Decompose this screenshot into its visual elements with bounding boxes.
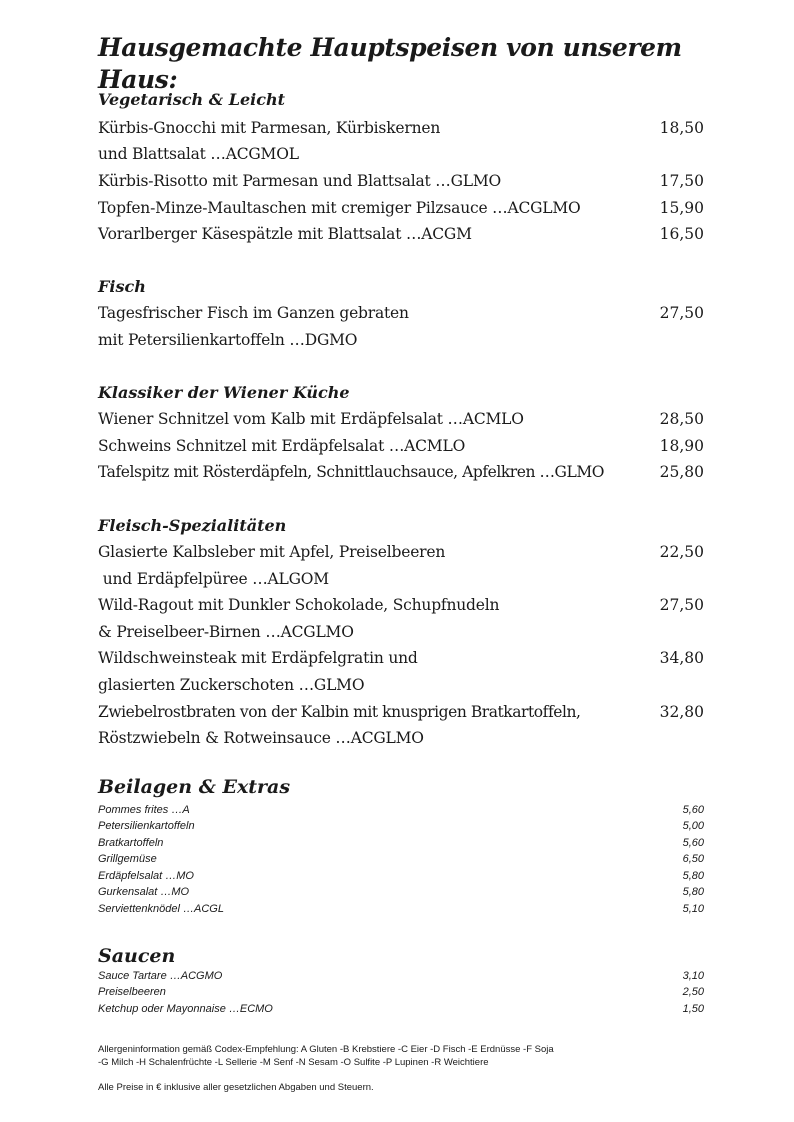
tax-note: Alle Preise in € inklusive aller gesetzlichen Abgaben und Steuern. — [98, 1082, 374, 1093]
side-name: Pommes frites …A — [98, 804, 190, 816]
dish-price: 16,50 — [659, 225, 704, 243]
dish-price: 28,50 — [659, 410, 704, 428]
menu-row — [98, 539, 704, 565]
dish-price: 34,80 — [659, 649, 704, 667]
dish-price: 15,90 — [659, 199, 704, 217]
side-price: 5,80 — [682, 870, 704, 882]
side-row — [98, 851, 704, 867]
dish-name: Wiener Schnitzel vom Kalb mit Erdäpfelsalat …ACMLO — [98, 410, 524, 428]
dish-name: Wildschweinsteak mit Erdäpfelgratin und — [98, 649, 418, 667]
dish-price: 32,80 — [659, 703, 704, 721]
dish-name: mit Petersilienkartoffeln …DGMO — [98, 331, 358, 349]
menu-row — [98, 141, 704, 167]
menu-row — [98, 566, 704, 592]
dish-name: Tagesfrischer Fisch im Ganzen gebraten — [98, 304, 409, 322]
dish-price: 27,50 — [659, 304, 704, 322]
sauce-name: Ketchup oder Mayonnaise …ECMO — [98, 1003, 273, 1015]
side-price: 5,60 — [682, 804, 704, 816]
sauce-name: Preiselbeeren — [98, 986, 166, 998]
menu-row — [98, 327, 704, 353]
menu-row — [98, 459, 704, 485]
side-row — [98, 818, 704, 834]
side-name: Petersilienkartoffeln — [98, 820, 195, 832]
allergen-info-line-1: Allergeninformation gemäß Codex-Empfehlung: A Gluten -B Krebstiere -C Eier -D Fisch -E Erdnüsse -F Soja — [98, 1044, 554, 1055]
side-price: 5,00 — [682, 820, 704, 832]
side-name: Grillgemüse — [98, 853, 157, 865]
dish-name: Tafelspitz mit Rösterdäpfeln, Schnittlauchsauce, Apfelkren …GLMO — [98, 463, 604, 481]
menu-row — [98, 592, 704, 618]
dish-name: & Preiselbeer-Birnen …ACGLMO — [98, 623, 354, 641]
side-row — [98, 802, 704, 818]
side-row — [98, 901, 704, 917]
menu-row — [98, 672, 704, 698]
page-title: Hausgemachte Hauptspeisen von unserem Haus: — [98, 33, 682, 94]
sauce-row — [98, 984, 704, 1000]
dish-name: Röstzwiebeln & Rotweinsauce …ACGLMO — [98, 729, 424, 747]
menu-row — [98, 699, 704, 725]
dish-name: Glasierte Kalbsleber mit Apfel, Preiselbeeren — [98, 543, 446, 561]
side-row — [98, 835, 704, 851]
menu-row — [98, 619, 704, 645]
sauce-row — [98, 1001, 704, 1017]
side-row — [98, 868, 704, 884]
dish-price: 22,50 — [659, 543, 704, 561]
dish-name: Kürbis-Gnocchi mit Parmesan, Kürbiskernen — [98, 119, 441, 137]
dish-price: 18,50 — [659, 119, 704, 137]
side-name: Gurkensalat …MO — [98, 886, 190, 898]
menu-row — [98, 725, 704, 751]
dish-name: Topfen-Minze-Maultaschen mit cremiger Pilzsauce …ACGLMO — [98, 199, 581, 217]
dish-name: Kürbis-Risotto mit Parmesan und Blattsalat …GLMO — [98, 172, 502, 190]
dish-price: 27,50 — [659, 596, 704, 614]
side-row — [98, 884, 704, 900]
dish-name: und Erdäpfelpüree …ALGOM — [98, 570, 329, 588]
sauce-row — [98, 968, 704, 984]
menu-row — [98, 115, 704, 141]
dish-price: 18,90 — [659, 437, 704, 455]
side-price: 5,80 — [682, 886, 704, 898]
menu-row — [98, 221, 704, 247]
menu-row — [98, 168, 704, 194]
side-price: 5,10 — [682, 903, 704, 915]
dish-price: 17,50 — [659, 172, 704, 190]
dish-name: Vorarlberger Käsespätzle mit Blattsalat …ACGM — [98, 225, 472, 243]
side-price: 5,60 — [682, 837, 704, 849]
sauce-price: 2,50 — [682, 986, 704, 998]
sauce-name: Sauce Tartare …ACGMO — [98, 970, 223, 982]
section-heading-saucen: Saucen — [98, 945, 176, 967]
section-heading-fisch: Fisch — [98, 277, 146, 296]
section-heading-fleisch: Fleisch-Spezialitäten — [98, 516, 287, 535]
menu-row — [98, 645, 704, 671]
menu-row — [98, 195, 704, 221]
section-heading-vegetarisch: Vegetarisch & Leicht — [98, 90, 285, 109]
dish-name: Zwiebelrostbraten von der Kalbin mit knusprigen Bratkartoffeln, — [98, 703, 581, 721]
menu-row — [98, 406, 704, 432]
side-price: 6,50 — [682, 853, 704, 865]
menu-row — [98, 300, 704, 326]
dish-name: Wild-Ragout mit Dunkler Schokolade, Schupfnudeln — [98, 596, 500, 614]
sauce-price: 3,10 — [682, 970, 704, 982]
dish-name: glasierten Zuckerschoten …GLMO — [98, 676, 365, 694]
sauce-price: 1,50 — [682, 1003, 704, 1015]
allergen-info-line-2: -G Milch -H Schalenfrüchte -L Sellerie -M Senf -N Sesam -O Sulfite -P Lupinen -R Weichtiere — [98, 1057, 489, 1068]
side-name: Bratkartoffeln — [98, 837, 164, 849]
dish-name: Schweins Schnitzel mit Erdäpfelsalat …ACMLO — [98, 437, 466, 455]
side-name: Serviettenknödel …ACGL — [98, 903, 224, 915]
menu-row — [98, 433, 704, 459]
section-heading-beilagen: Beilagen & Extras — [98, 776, 291, 798]
side-name: Erdäpfelsalat …MO — [98, 870, 194, 882]
dish-price: 25,80 — [659, 463, 704, 481]
section-heading-klassiker: Klassiker der Wiener Küche — [98, 383, 350, 402]
dish-name: und Blattsalat …ACGMOL — [98, 145, 299, 163]
